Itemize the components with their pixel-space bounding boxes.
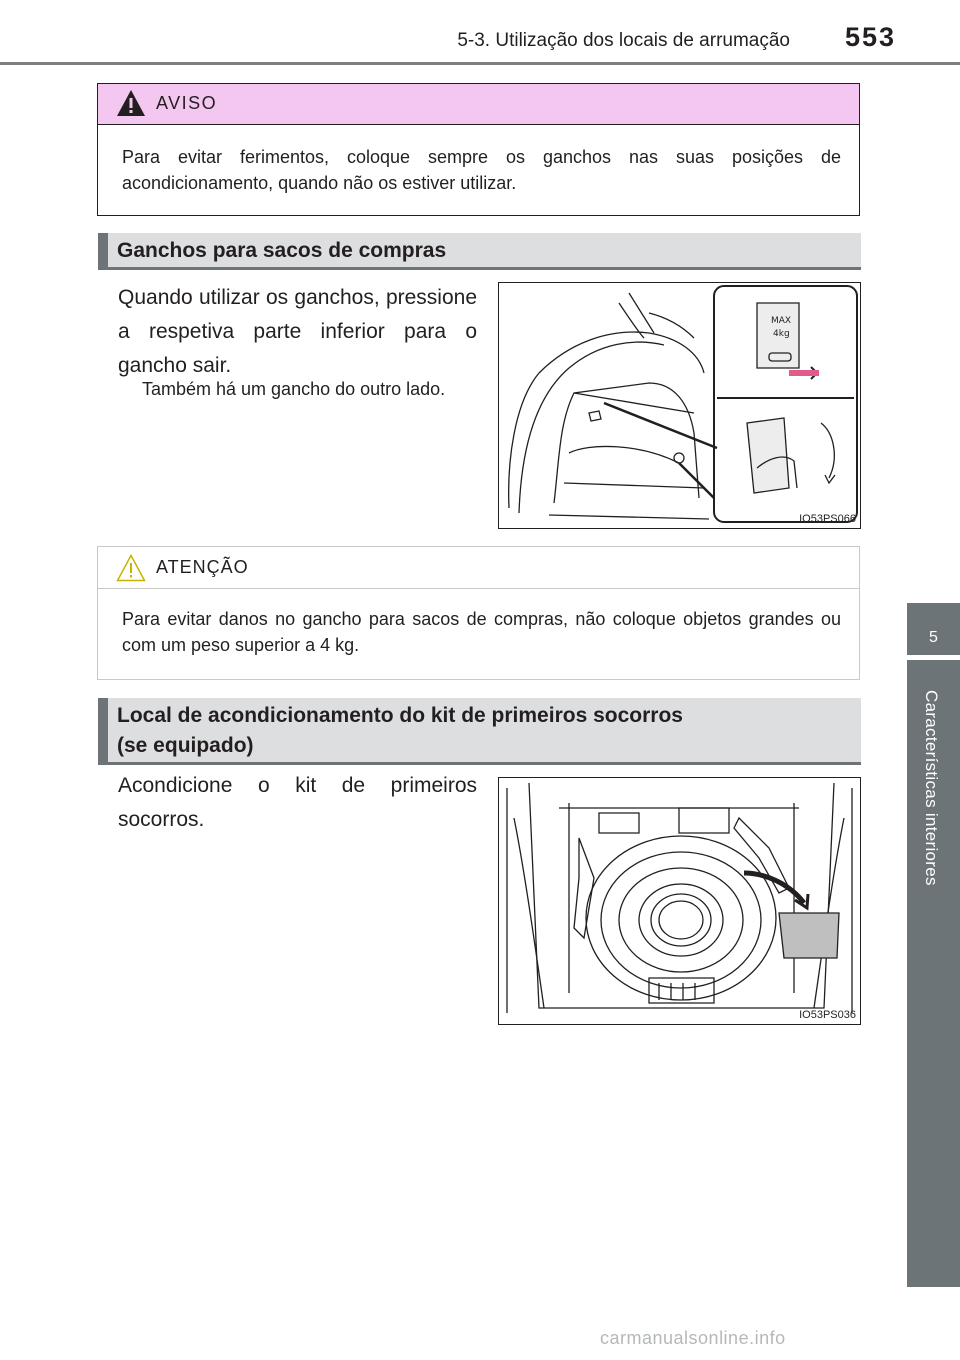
warning-header xyxy=(98,84,859,125)
running-header-section: 5-3. Utilização dos locais de arrumação xyxy=(457,30,790,51)
figure-code-1: IO53PS066 xyxy=(799,513,856,525)
section-heading-first-aid-line1: Local de acondicionamento do kit de primeiros socorros xyxy=(117,704,683,727)
section-heading-hooks xyxy=(98,233,861,270)
caution-box xyxy=(97,546,860,680)
caution-text: Para evitar danos no gancho para sacos de compras, não coloque objetos grandes ou com um peso superior a 4 kg. xyxy=(122,609,841,655)
chapter-tab-title: Características interiores xyxy=(922,690,941,886)
section-heading-hooks-text: Ganchos para sacos de compras xyxy=(117,239,447,262)
caution-header xyxy=(98,547,859,589)
figure-code-2: IO53PS036 xyxy=(799,1009,856,1021)
shopping-bag-hook-illustration-icon xyxy=(499,283,860,528)
section-heading-first-aid-line2: (se equipado) xyxy=(117,734,254,757)
caution-title: ATENÇÃO xyxy=(156,557,249,577)
watermark: carmanualsonline.info xyxy=(600,1328,786,1348)
hooks-note: Também há um gancho do outro lado. xyxy=(142,379,446,399)
hook-weight-label: 4kg xyxy=(773,329,790,339)
section-heading-first-aid xyxy=(98,698,861,765)
hook-max-label: MAX xyxy=(771,316,792,326)
warning-title: AVISO xyxy=(156,93,218,113)
hooks-instruction: Quando utilizar os ganchos, pressione a respetiva parte inferior para o gancho sair. xyxy=(118,286,477,377)
first-aid-instruction: Acondicione o kit de primeiros socorros. xyxy=(118,774,477,831)
warning-triangle-icon xyxy=(116,89,146,117)
caution-triangle-icon xyxy=(116,554,146,582)
first-aid-figure xyxy=(498,777,861,1025)
page-number: 553 xyxy=(844,22,896,52)
warning-text: Para evitar ferimentos, coloque sempre os ganchos nas suas posições de acondicionamento, quando não os estiver utilizar. xyxy=(122,147,841,193)
header-divider xyxy=(0,62,960,65)
warning-box xyxy=(97,83,860,216)
first-aid-kit-location-illustration-icon xyxy=(499,778,860,1024)
hook-figure xyxy=(498,282,861,529)
chapter-tab xyxy=(907,660,960,1287)
chapter-tab-number: 5 xyxy=(907,603,960,655)
